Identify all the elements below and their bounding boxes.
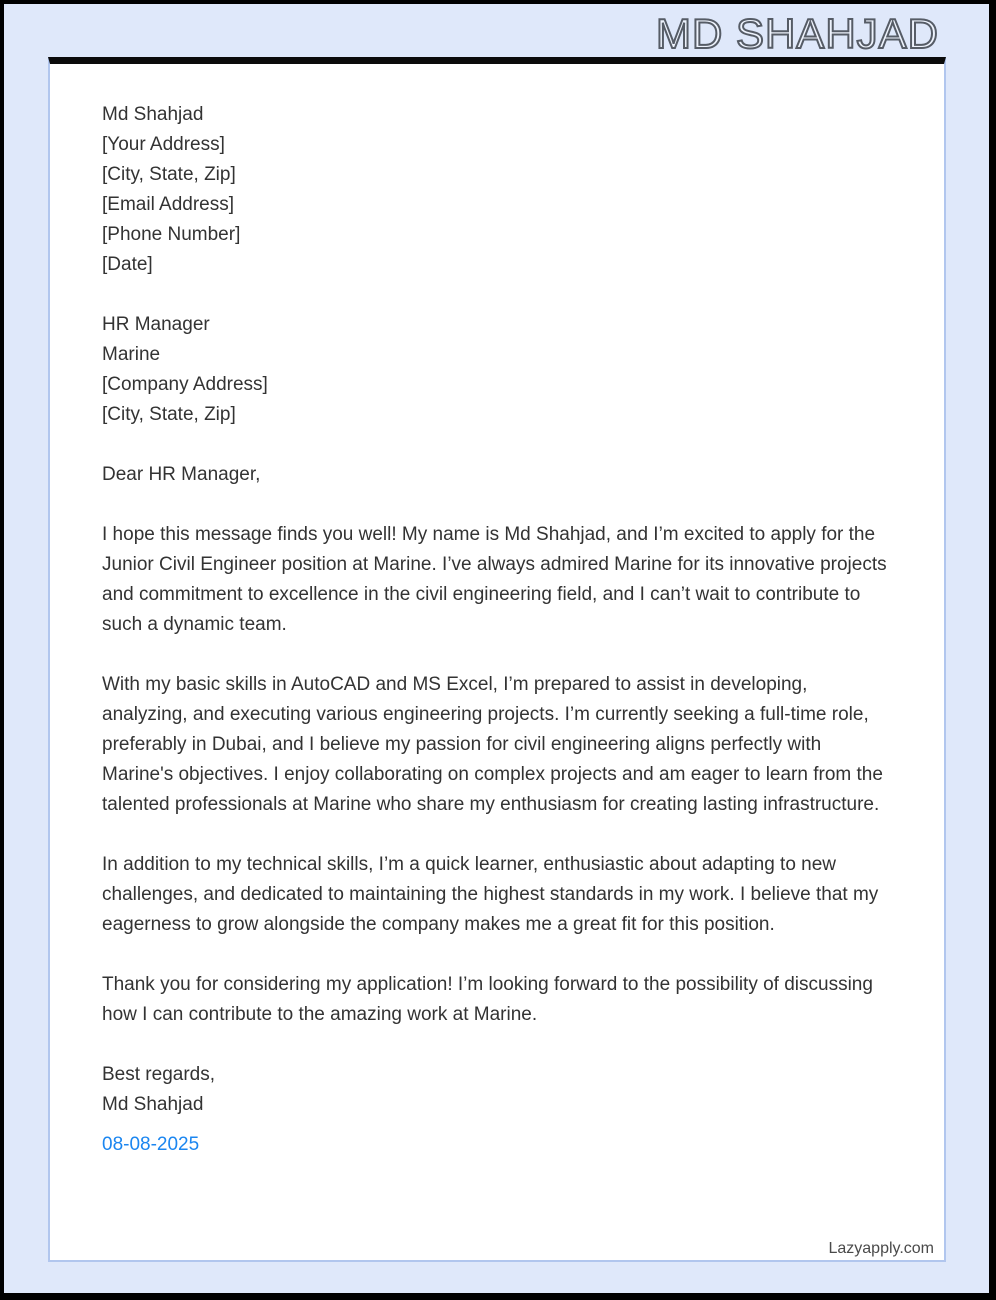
lazyapply-watermark: Lazyapply.com [828,1240,934,1257]
body-paragraph: I hope this message finds you well! My name is Md Shahjad, and I’m excited to apply for the Junior Civil Engineer position at Marine. I’ve always admired Marine for its innovative projects and commitment to excellence in the civil engineering field, and I can’t wait to contribute to such a dynamic team. [102,524,887,635]
page-background [4,4,989,1293]
sender-line: [City, State, Zip] [102,164,236,185]
recipient-line: Marine [102,344,161,365]
sender-line: [Your Address] [102,134,225,155]
closing-line: Best regards, [102,1064,215,1085]
sender-line: [Phone Number] [102,224,241,245]
letter-date[interactable]: 08-08-2025 [102,1134,200,1155]
recipient-line: [Company Address] [102,374,268,395]
sender-line: [Date] [102,254,153,275]
header-name: MD SHAHJAD [655,10,939,57]
recipient-block [102,310,892,430]
letter-body [50,64,944,1160]
body-paragraph: In addition to my technical skills, I’m a quick learner, enthusiastic about adapting to new challenges, and dedicated to maintaining the highest standards in my work. I believe that my eagerness to grow alongside the company makes me a great fit for this position. [102,854,879,935]
body-paragraph: With my basic skills in AutoCAD and MS Excel, I’m prepared to assist in developing, analyzing, and executing various engineering projects. I’m currently seeking a full-time role, preferably in Dubai, and I believe my passion for civil engineering aligns perfectly with Marine's objectives. I enjoy collaborating on complex projects and am eager to learn from the talented professionals at Marine who share my enthusiasm for creating lasting infrastructure. [102,674,883,815]
salutation: Dear HR Manager, [102,464,261,485]
signature-name: Md Shahjad [102,1094,204,1115]
recipient-line: HR Manager [102,314,210,335]
recipient-line: [City, State, Zip] [102,404,236,425]
sender-block [102,100,892,280]
closing-block [102,1060,892,1120]
sender-line: [Email Address] [102,194,234,215]
letter-document [48,57,946,1262]
body-paragraph: Thank you for considering my application! I’m looking forward to the possibility of discussing how I can contribute to the amazing work at Marine. [102,974,873,1025]
sender-line: Md Shahjad [102,104,204,125]
